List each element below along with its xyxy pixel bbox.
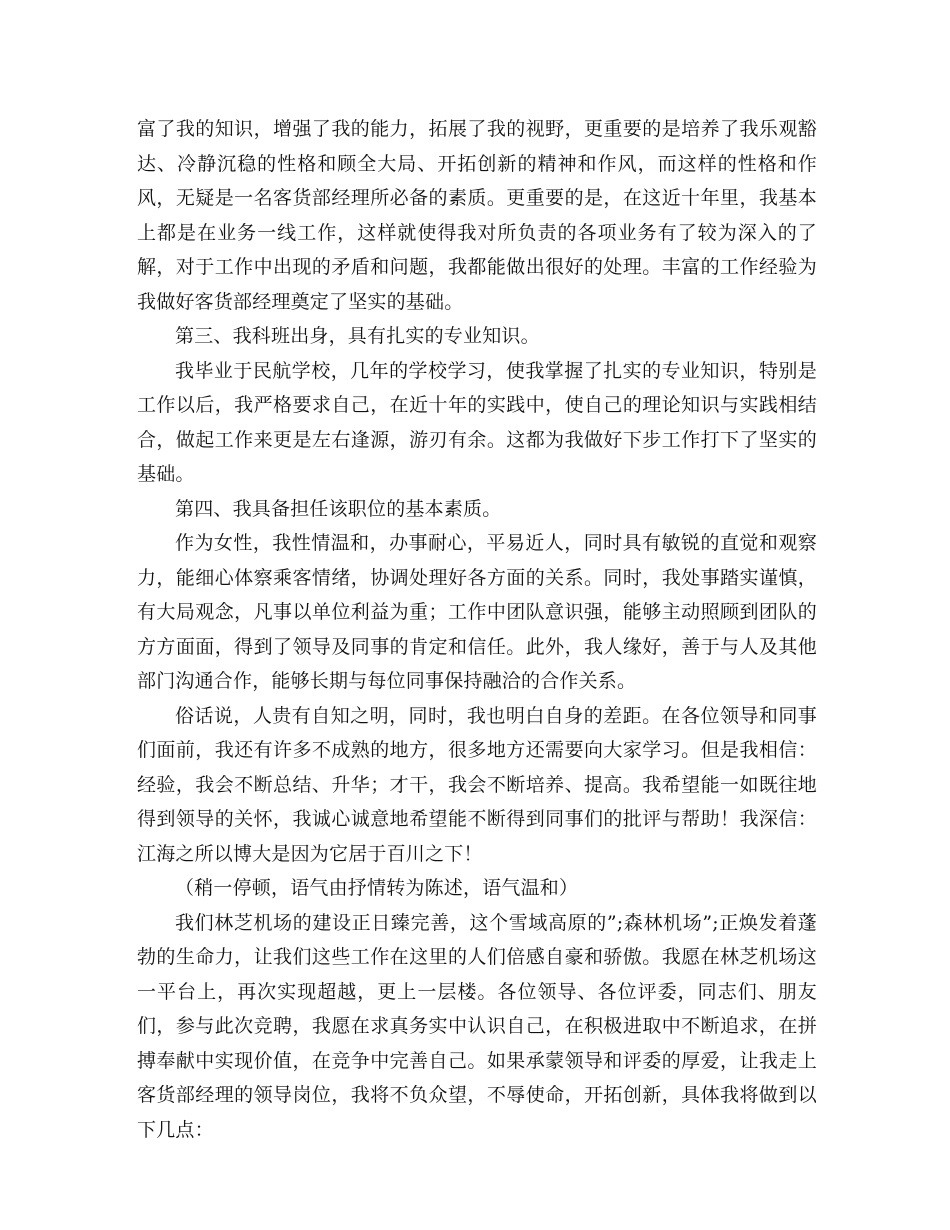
paragraph-fourth-point-heading: 第四、我具备担任该职位的基本素质。 xyxy=(175,497,502,520)
paragraph-personal-qualities: 作为女性，我性情温和，办事耐心，平易近人，同时具有敏锐的直觉和观察力，能细心体察乘客情绪，协调处理好各方面的关系。同时，我处事踏实谨慎，有大局观念，凡事以单位利益为重；工作中团队意识强，能够主动照顾到团队的方方面面，得到了领导及同事的肯定和信任。此外，我人缘好，善于与人及其他部门沟通合作，能够长期与每位同事保持融洽的合作关系。 xyxy=(137,532,817,692)
paragraph-education: 我毕业于民航学校，几年的学校学习，使我掌握了扎实的专业知识，特别是工作以后，我严格要求自己，在近十年的实践中，使自己的理论知识与实践相结合，做起工作来更是左右逢源，游刃有余。这都为我做好下步工作打下了坚实的基础。 xyxy=(137,359,817,485)
document-body xyxy=(137,112,817,1147)
paragraph-stage-direction: （稍一停顿，语气由抒情转为陈述，语气温和） xyxy=(175,877,579,899)
paragraph-third-point-heading: 第三、我科班出身，具有扎实的专业知识。 xyxy=(175,325,540,347)
paragraph-airport-development: 我们林芝机场的建设正日臻完善，这个雪域高原的”;森林机场”;正焕发着蓬勃的生命力，让我们这些工作在这里的人们倍感自豪和骄傲。我愿在林芝机场这一平台上，再次实现超越，更上一层楼。各位领导、各位评委，同志们、朋友们，参与此次竞聘，我愿在求真务实中认识自己，在积极进取中不断追求，在拼搏奉献中实现价值，在竞争中完善自己。如果承蒙领导和评委的厚爱，让我走上客货部经理的领导岗位，我将不负众望，不辱使命，开拓创新，具体我将做到以下几点： xyxy=(137,911,817,1141)
paragraph-continuation: 富了我的知识，增强了我的能力，拓展了我的视野，更重要的是培养了我乐观豁达、冷静沉稳的性格和顾全大局、开拓创新的精神和作风，而这样的性格和作风，无疑是一名客货部经理所必备的素质。更重要的是，在这近十年里，我基本上都是在业务一线工作，这样就使得我对所负责的各项业务有了较为深入的了解，对于工作中出现的矛盾和问题，我都能做出很好的处理。丰富的工作经验为我做好客货部经理奠定了坚实的基础。 xyxy=(137,118,817,313)
paragraph-self-awareness: 俗话说，人贵有自知之明，同时，我也明白自身的差距。在各位领导和同事们面前，我还有许多不成熟的地方，很多地方还需要向大家学习。但是我相信：经验，我会不断总结、升华；才干，我会不断培养、提高。我希望能一如既往地得到领导的关怀，我诚心诚意地希望能不断得到同事们的批评与帮助！我深信：江海之所以博大是因为它居于百川之下！ xyxy=(137,704,817,865)
